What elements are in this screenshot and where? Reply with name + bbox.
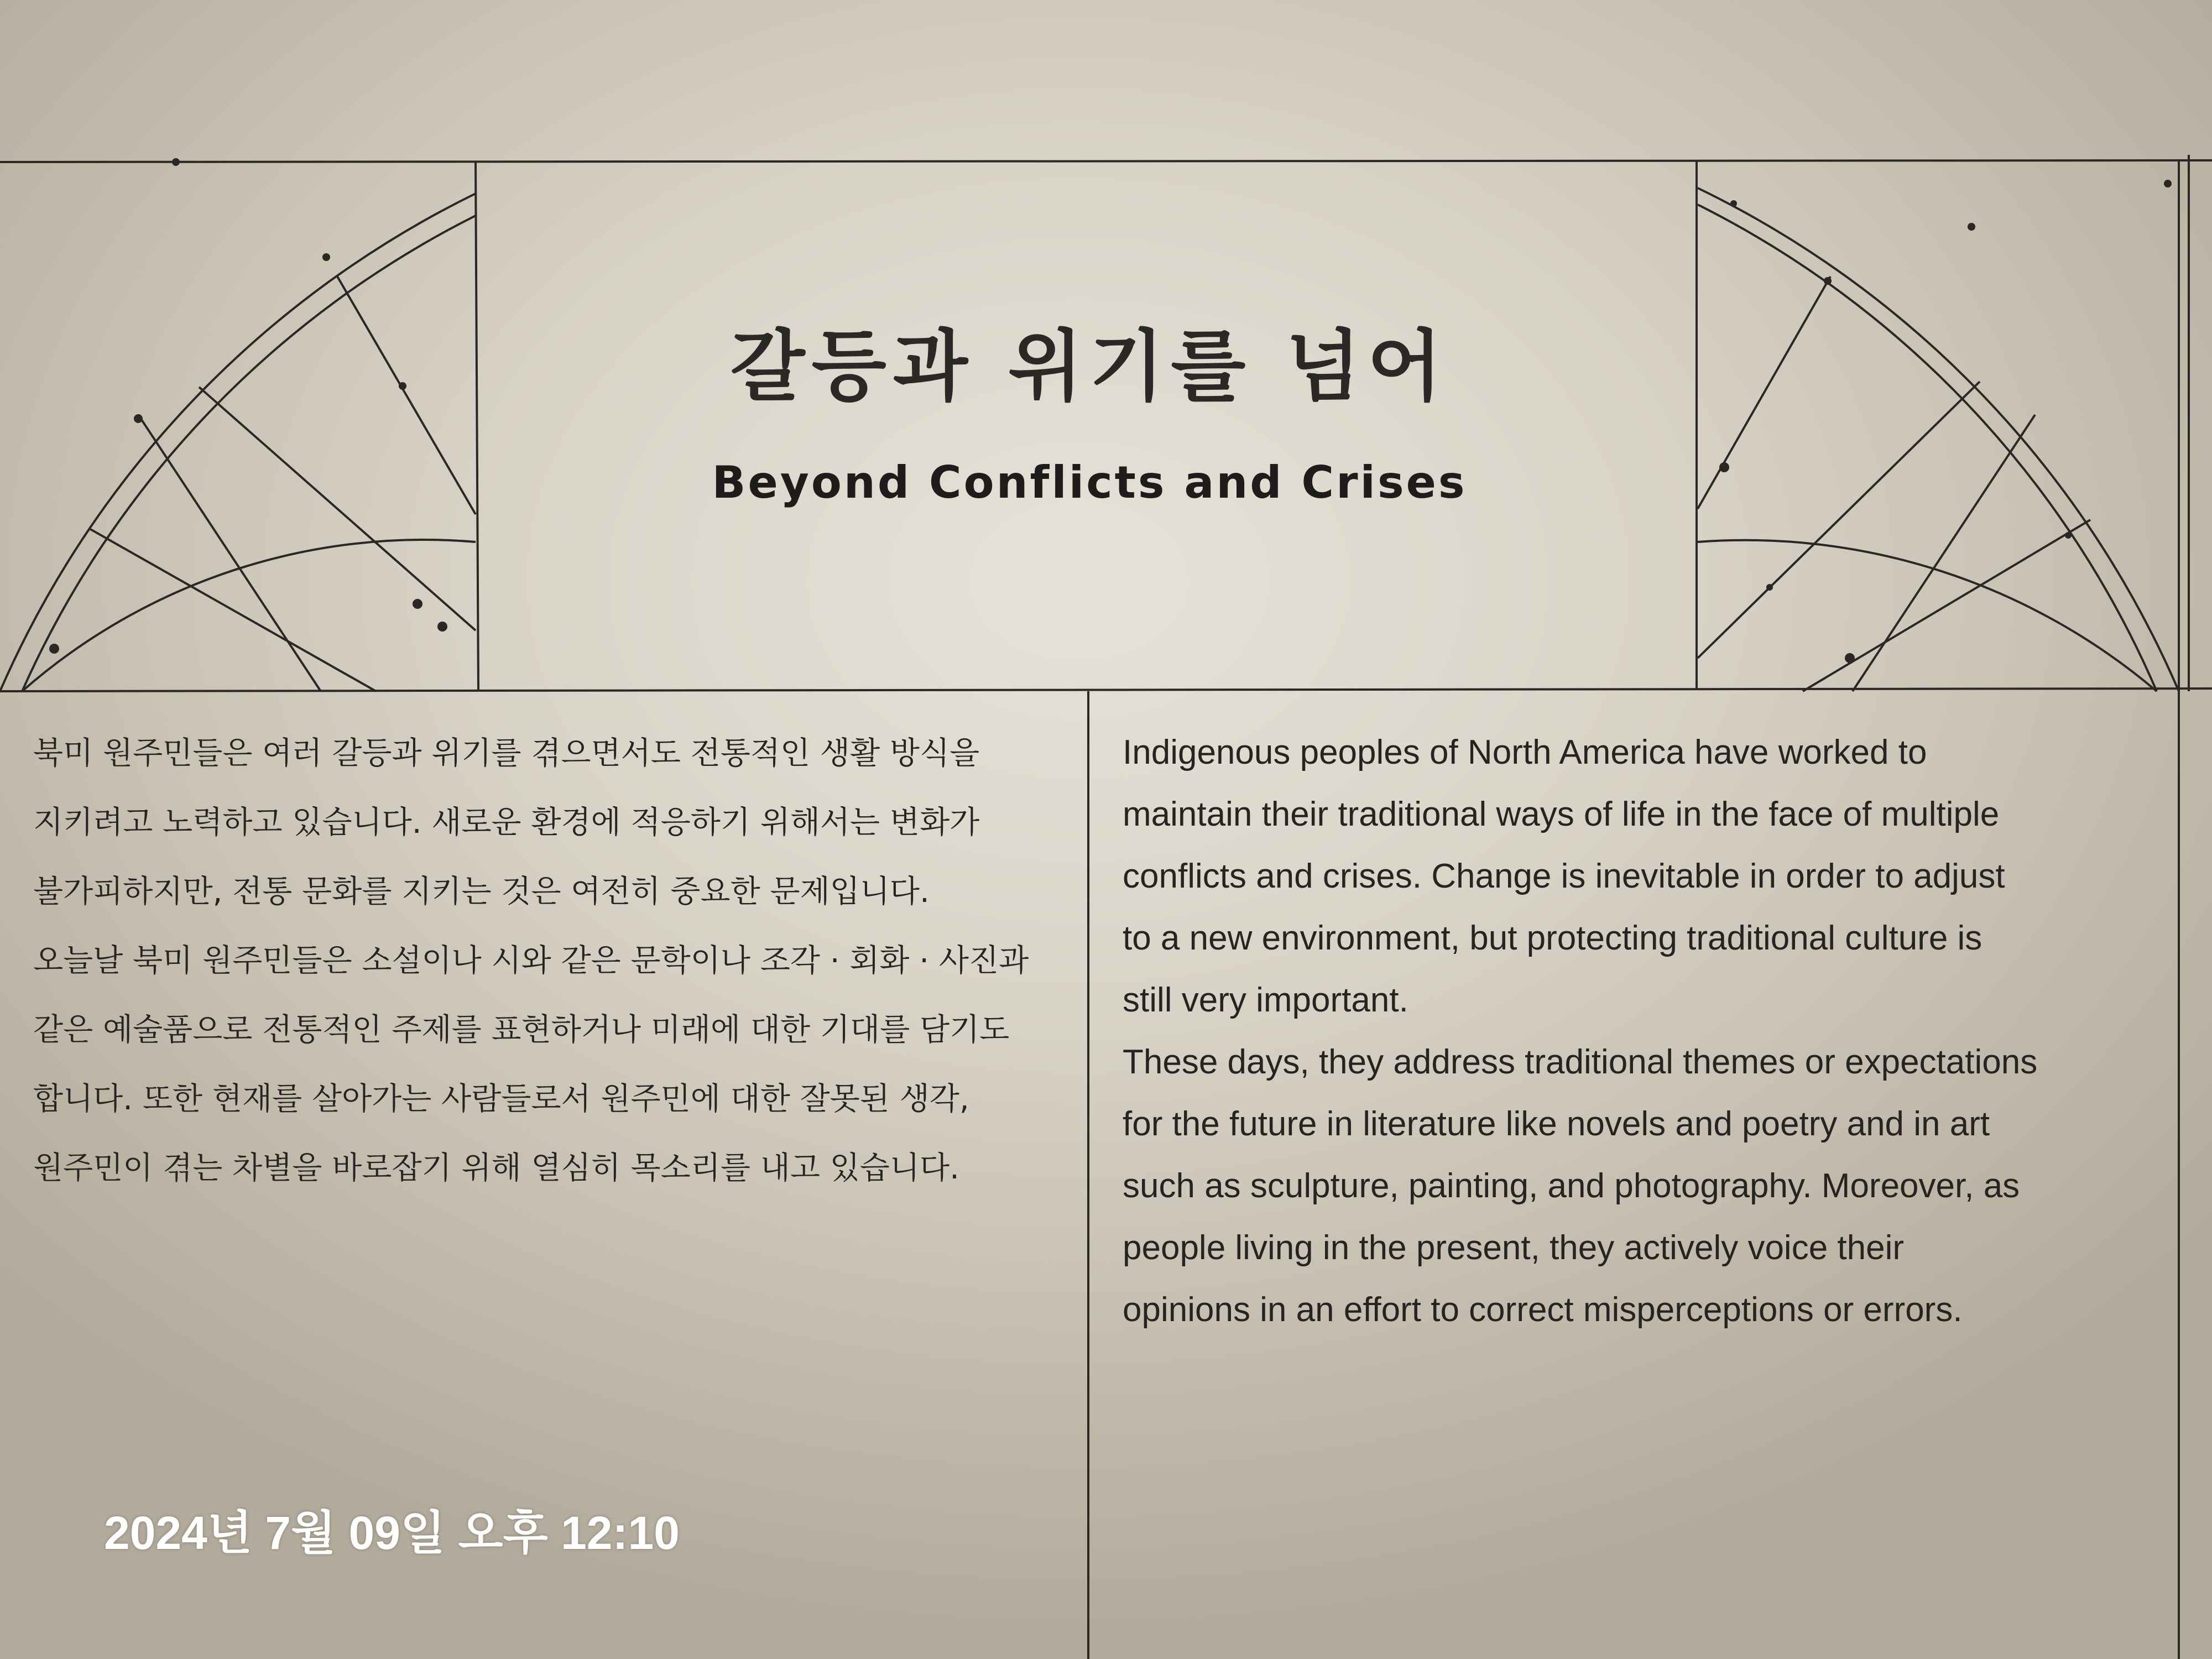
left-ray-4 [88,528,376,691]
english-text-line: to a new environment, but protecting traditional culture is [1123,919,1983,957]
english-text-line: opinions in an effort to correct misperceptions or errors. [1123,1291,1963,1329]
right-ray-3 [1853,415,2035,691]
english-text-line: conflicts and crises. Change is inevitable in order to adjust [1123,857,2005,895]
english-text-line: such as sculpture, painting, and photography. Moreover, as [1123,1167,2020,1205]
left-ray-2 [199,387,476,630]
title-korean: 갈등과 위기를 넘어 [730,322,1449,412]
english-text-line: maintain their traditional ways of life in the face of multiple [1123,795,2000,833]
right-ray-2 [1698,382,1980,658]
english-text-line: still very important. [1123,981,1408,1019]
right-small-arc [1698,540,2157,691]
english-text-panel [1123,722,2168,1341]
english-text-line: people living in the present, they actively voice their [1123,1229,1905,1267]
english-text-line: These days, they address traditional themes or expectations [1123,1043,2038,1081]
korean-text-line: 합니다. 또한 현재를 살아가는 사람들로서 원주민에 대한 잘못된 생각, [33,1081,969,1117]
korean-text-line: 오늘날 북미 원주민들은 소설이나 시와 같은 문학이나 조각 · 회화 · 사진과 [33,943,1029,979]
korean-text-line: 지키려고 노력하고 있습니다. 새로운 환경에 적응하기 위해서는 변화가 [33,805,980,841]
photo-timestamp: 2024년 7월 09일 오후 12:10 [104,1507,680,1559]
mid-border-line [0,688,2212,691]
english-text-line: for the future in literature like novels and poetry and in art [1123,1105,1990,1143]
right-ray-1 [1698,276,1830,509]
left-ray-1 [337,276,476,514]
title-english: Beyond Conflicts and Crises [712,457,1467,508]
top-border-line [0,160,2212,162]
left-title-frame [476,162,478,691]
right-outer-arc [1698,188,2179,691]
korean-text-line: 북미 원주민들은 여러 갈등과 위기를 겪으면서도 전통적인 생활 방식을 [33,735,980,771]
korean-text-line: 같은 예술품으로 전통적인 주제를 표현하거나 미래에 대한 기대를 담기도 [33,1012,1010,1048]
left-outer-arc [0,194,476,691]
english-text-line: Indigenous peoples of North America have worked to [1123,733,1927,771]
korean-text-line: 불가피하지만, 전통 문화를 지키는 것은 여전히 중요한 문제입니다. [33,874,930,910]
right-ray-4 [1803,520,2090,691]
korean-text-panel [33,719,1073,1203]
korean-text-line: 원주민이 겪는 차별을 바로잡기 위해 열심히 목소리를 내고 있습니다. [33,1150,959,1186]
